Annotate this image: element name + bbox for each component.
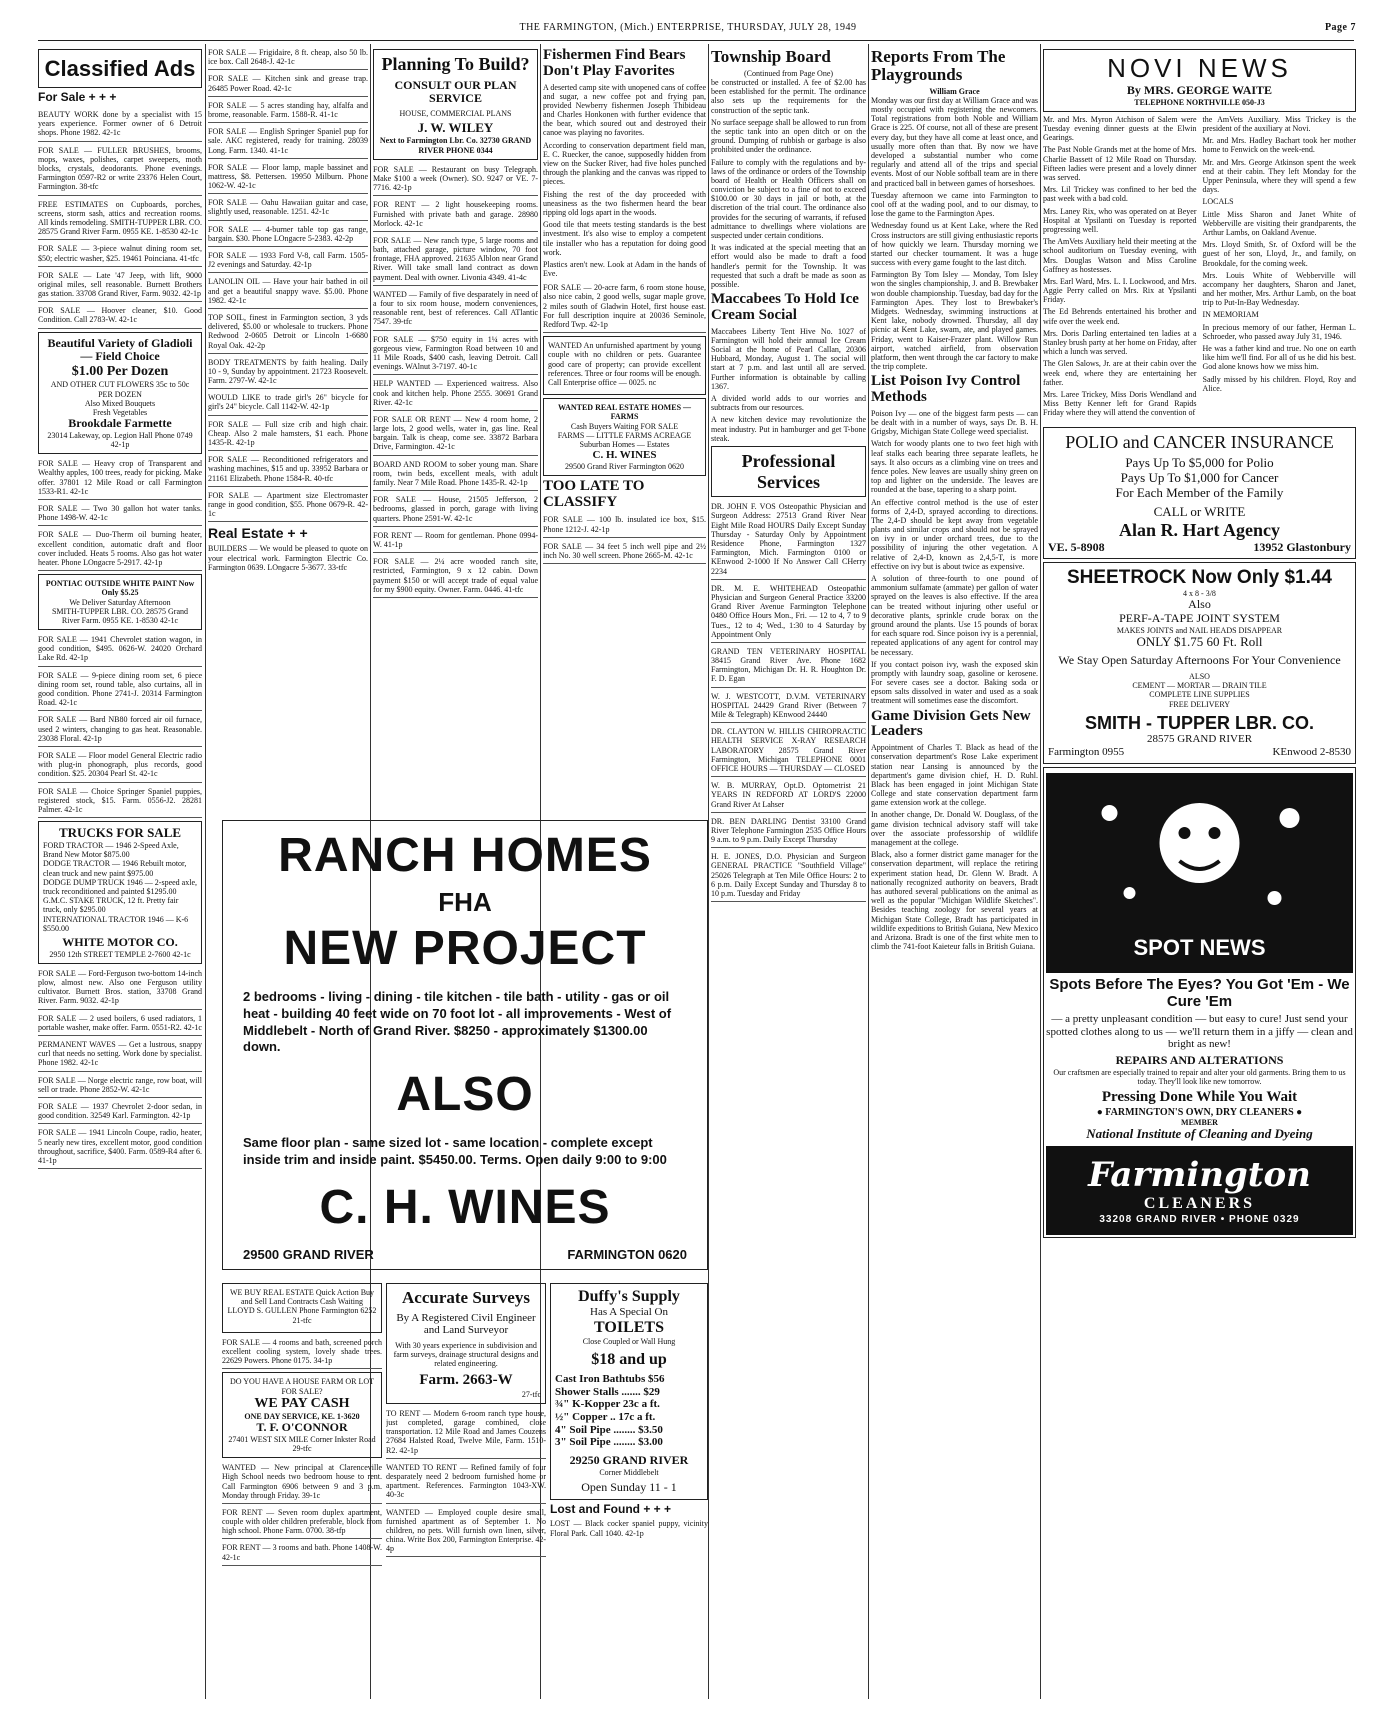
classified-column-3 [373, 46, 538, 816]
classified-ad: FOR RENT — Room for gentleman. Phone 0994-W. 41-1p [373, 529, 538, 553]
ad-list [208, 46, 368, 522]
sheetrock-cement: CEMENT — MORTAR — DRAIN TILE [1132, 681, 1267, 691]
classified-ad: FOR SALE — 9-piece dining room set, 6 piece dining room set, round table, also curtains, all in good condition. Phone 2741-J. 20314 Farmington Road. 42-1c [38, 669, 202, 712]
story-paragraph: A solution of three-fourth to one pound of ammonium sulfamate (ammate) per gallon of water sprayed on the leaves is also effective. If the area can be treated without injuring other useful or decorative plants, sprinkle crude borax on the ground around the plants. Use 15 pounds of borax for each square rod. Since poison ivy is a perennial, repeated applications of any agent for control may be necessary. [871, 574, 1038, 657]
story-paragraph: Failure to comply with the regulations and by-laws of the ordinance or orders of the Township board of Health or Health Officers shall on conviction be subject to a fine of not to exceed $100.00 or 30 days in jail or both, at the discretion of the trial court. The ordinance also provides for the securing of warrants, if refused admittance to dwellings where violations are suspected under certain conditions. [711, 157, 866, 241]
classified-ad: FOR SALE — Bard NB80 forced air oil furnace, used 2 winters, changing to gas heat. Reasonable. 23038 Floral. 42-1p [38, 713, 202, 747]
logo-addr: 33208 GRAND RIVER • PHONE 0329 [1099, 1213, 1300, 1225]
classified-ad: FOR SALE — 4 rooms and bath, screened porch excellent cooling system, lovely shade trees. 22629 Powers. Phone 0175. 34-1p [222, 1336, 382, 1370]
sheetrock-co: SMITH - TUPPER LBR. CO. [1085, 712, 1314, 733]
trucks-list [43, 841, 197, 933]
story-paragraph: Wednesday found us at Kent Lake, where the Red Cross instructors are still giving enthusiastic reports of how quickly we learn. Thursday morning we started our checker tournament. It was a huge success with every game fought to the last ditch. [871, 221, 1038, 268]
wanted-re-addr: 29500 Grand River Farmington 0620 [564, 461, 685, 471]
cleaners-member: MEMBER [1181, 1118, 1218, 1128]
story-paragraph: Farmington By Tom Isley — Monday, Tom Isley won the singles championship, J. and B. Brewbaker won double championship. Tuesday, bad day for the Farmington Apes. They lost to Brewbaker's Midgets. Wednesday, swimming instructions at Kent lake, nobody drowned. Thursday, all day picnic at Kent Lake, swam, ate, and played games. Friday, went to Kaiser-Frazer plant. Willow Run airport, watched airfield, from observation platform, then went through the car factory to make the trip complete. [871, 270, 1038, 372]
planning-ad [373, 49, 538, 160]
paint-title: PONTIAC OUTSIDE WHITE PAINT Now Only $5.25 [45, 579, 195, 598]
oconnor-question: DO YOU HAVE A HOUSE FARM OR LOT FOR SALE? [229, 1377, 375, 1396]
classified-ad: FOR SALE — 20-acre farm, 6 room stone house, also nice cabin, 2 good wells, sugar maple grove, 2 miles south of Gladwin Hotel, first house east. For full description inquire at 20036 Seminole, Redford Twp. 42-1p [543, 281, 706, 333]
classified-ad: PERMANENT WAVES — Get a lustrous, snappy curl that needs no setting. Work done by specialist. Phone 1982. 42-1c [38, 1038, 202, 1072]
story-paragraph: Plastics aren't new. Look at Adam in the hands of Eve. [543, 259, 706, 279]
news-column-4 [543, 46, 706, 816]
ranch-body2: Same floor plan - same sized lot - same location - complete except inside trim and inside paint. $5450.00. Terms. Open daily 9:00 to 9:00 [243, 1134, 667, 1167]
surveys-body: With 30 years experience in subdivision and farm surveys, drainage structural designs and related engineering. [393, 1340, 539, 1369]
cleaners-pressing: Pressing Done While You Wait [1101, 1089, 1298, 1106]
sheetrock-addr: 28575 GRAND RIVER [1146, 733, 1253, 746]
ad-list [543, 281, 706, 333]
sheetrock-also: Also [1188, 597, 1211, 612]
classified-ad: WOULD LIKE to trade girl's 26" bicycle for girl's 24" bicycle. Call 1142-W. 42-1p [208, 391, 368, 415]
classified-ad: FOR SALE — 3-piece walnut dining room set, $50; electric washer, $25. 19461 Poinciana. 41-tfc [38, 242, 202, 266]
novi-item: Mrs. Laney Rix, who was operated on at Beyer Hospital at Ypsilanti on Tuesday is reported progressing well. [1043, 206, 1197, 234]
ad-list [38, 108, 202, 329]
trucks-dealer: WHITE MOTOR CO. [62, 934, 178, 949]
sheetrock-ad [1043, 562, 1356, 763]
trucks-ad [38, 821, 202, 964]
classified-ad: BEAUTY WORK done by a specialist with 15 years experience. Former owner of 6 Detroit shops. Phone 1982. 42-1c [38, 108, 202, 142]
classified-ad: FOR SALE — Reconditioned refrigerators and washing machines, $15 and up. 33952 Barbara or 21161 Elizabeth. Phone 1584-R. 40-tfc [208, 453, 368, 487]
bears-story [543, 83, 706, 279]
classified-ad: FOR SALE — Two 30 gallon hot water tanks. Phone 1498-W. 42-1c [38, 502, 202, 526]
classified-column [38, 46, 202, 1701]
story-paragraph: An effective control method is the use of ester forms of 2,4-D, sprayed according to directions. The 2,4-D should be kept away from vegetable plants and similar crops and should not be sprayed on ivy in or under orchard trees, due to the possibility of injuring the other vegetation. A relative of 2,4-D, known as 2,4,5-T, is more effective on ivy but is about twice as expensive. [871, 497, 1038, 571]
gladioli-mixed: Also Mixed Bouquets [84, 398, 156, 408]
sheetrock-supplies: COMPLETE LINE SUPPLIES [1149, 690, 1250, 700]
planning-plans: HOUSE, COMMERCIAL PLANS [399, 109, 512, 119]
duffy-item: ¾" K-Kopper 23c a ft. [555, 1398, 660, 1411]
wanted-re-head: WANTED REAL ESTATE HOMES — FARMS [557, 403, 692, 422]
duffy-list [555, 1373, 703, 1449]
truck-item: DODGE TRACTOR — 1946 Rebuilt motor, clean truck and new paint $975.00 [43, 859, 187, 878]
ad-list [222, 1461, 382, 1566]
column-rule [708, 44, 709, 1699]
polio-title: POLIO and CANCER INSURANCE [1065, 431, 1334, 452]
classified-ad: FOR SALE — Oahu Hawaiian guitar and case, slightly used, reasonable. 1251. 42-1c [208, 196, 368, 220]
oconnor-ad [222, 1372, 382, 1458]
planning-consult: CONSULT OUR PLAN SERVICE [394, 77, 517, 106]
novi-item: Mr. and Mrs. Hadley Bachart took her mother home to Fenwick on the week-end. [1202, 136, 1356, 155]
cleaners-ad [1043, 767, 1356, 1238]
classified-ad: FOR SALE — Full size crib and high chair. Cheap. Also 2 male hamsters, $1 each. Phone 1435-R. 42-1p [208, 418, 368, 452]
classified-ad: BODY TREATMENTS by faith healing. Daily 10 - 9, Sunday by appointment. 21723 Roosevelt. Farm. 2797-W. 42-1c [208, 356, 368, 390]
ad-list [543, 513, 706, 564]
ranch-footer [243, 1247, 687, 1262]
classified-ad: HELP WANTED — Experienced waitress. Also cook and kitchen help. Phone 2555. 30691 Grand River. 42-1c [373, 377, 538, 411]
lower-column-4 [550, 1280, 708, 1705]
farmington-cleaners-logo [1046, 1146, 1353, 1235]
professional-card: DR. JOHN F. VOS Osteopathic Physician and Surgeon Address: 27513 Grand River Near Eight Mile Road HOURS Daily Except Sunday Thursday - Saturday Only by Appointment Residence Phone, Farmington 1327 Farmington, Mich. Farmington 0100 or KEnwood 2-1000 If No Answer Call CHerry 2234 [711, 500, 866, 580]
classified-ad: FOR SALE — English Springer Spaniel pup for sale. AKC registered, ready for training. 28039 Long. Farm. 1340. 41-1c [208, 125, 368, 159]
ad-list [38, 967, 202, 1169]
novi-item: Mrs. Laree Trickey, Miss Doris Wendland and Miss Betty Kenner left for Grand Rapids Friday where they will attend the convention of [1043, 389, 1197, 418]
spot-news-illustration [1046, 773, 1353, 973]
classified-ad: FOR SALE — House, 21505 Jefferson, 2 bedrooms, glassed in porch, garage with living quarters. Phone 2591-W. 42-1c [373, 493, 538, 527]
classified-ad: FOR SALE — 5 acres standing hay, alfalfa and brome, reasonable. Farm. 1588-R. 41-1c [208, 99, 368, 123]
game-story [871, 743, 1038, 951]
story-paragraph: be constructed or installed. A fee of $2.00 has been established for the permit. The ordinance also sets up the requirements for the construction of the septic tank. [711, 78, 866, 115]
cleaners-head: Spots Before The Eyes? You Got 'Em - We Cure 'Em [1049, 975, 1350, 1010]
classified-ad: TO RENT — Modern 6-room ranch type house, just completed, garage combined, close transportation. 12 Mile Road and James Couzens 27684 Halsted Road, Twelve Mile, Farm. 1510-R2. 42-1p [386, 1407, 546, 1459]
story-paragraph: A deserted camp site with unopened cans of coffee and sugar, a new coffee pot and frying pan, provided Newberry fishermen Joseph Thibideau and Charles Honkonen with further evidence that the bear, which soured out and destroyed their canoe was playing no favorites. [543, 82, 706, 138]
novi-byline: By MRS. GEORGE WAITE [1126, 82, 1273, 97]
novi-item: LOCALS [1202, 197, 1234, 207]
sheetrock-perf: PERF-A-TAPE JOINT SYSTEM [1119, 611, 1280, 626]
cleaners-institute: National Institute of Cleaning and Dyeing [1086, 1126, 1313, 1142]
novi-column [1043, 46, 1356, 1701]
classified-ad: FOR SALE — Floor lamp, maple bassinet and mattress, $8. Pettersen. 19950 Milburn. Phone 1062-W. 42-1c [208, 161, 368, 195]
ranch-body: 2 bedrooms - living - dining - tile kitchen - tile bath - utility - gas or oil heat - building 40 feet wide on 70 foot lot - all improvements - West of Middlebelt - North of Grand River. $8250 - approximately $1300.00 down. [243, 988, 672, 1055]
classified-ad: FOR SALE — 1933 Ford V-8, call Farm. 1505-J2 evenings and Saturday. 42-1p [208, 249, 368, 273]
classified-ad: FOR SALE — Frigidaire, 8 ft. cheap, also 50 lb. ice box. Call 2648-J. 42-1c [208, 46, 368, 70]
classified-ad: FOR SALE — Apartment size Electromaster range in good condition, $55. Phone 0679-R. 42-1c [208, 489, 368, 523]
too-late-head: TOO LATE TO CLASSIFY [543, 477, 645, 510]
wanted-apartment-text: WANTED An unfurnished apartment by young couple with no children or pets. Guarantee good care of property; can provide excellent references. Three or four rooms will be enough. Call Enterprise office — 0025. nc [548, 341, 701, 387]
ranch-line2: FHA [438, 887, 492, 918]
novi-item: In precious memory of our father, Herman L. Schroeder, who passed away July 31, 1946. [1202, 322, 1356, 341]
classified-ad: FOR SALE — 2 used boilers, 6 used radiators, 1 portable washer, make offer. Farm. 0551-R2. 42-1c [38, 1012, 202, 1036]
story-paragraph: Good tile that meets testing standards is the best investment. It's also wise to employ a competent tile installer who has a reputation for doing good work. [543, 220, 706, 257]
wanted-re-line3: Suburban Homes — Estates [579, 439, 670, 449]
ranch-homes-ad [222, 820, 708, 1270]
novi-item: Mrs. Lil Trickey was confined to her bed the past week with a bad cold. [1043, 185, 1197, 204]
classified-ad: WANTED TO RENT — Refined family of four desparately need 2 bedroom furnished home or apartment. References. Farmington 1043-XW. 40-3c [386, 1461, 546, 1504]
paint-ad [38, 574, 202, 630]
gladioli-title: Beautiful Variety of Gladioli — Field Choice [47, 335, 193, 364]
novi-item: Mrs. Doris Darling entertained ten ladies at a Stanley brush party at her home on Friday, after which a lunch was served. [1043, 328, 1197, 357]
ranch-line1: RANCH HOMES [278, 829, 652, 882]
spot-news-label: SPOT NEWS [1133, 935, 1266, 961]
spot-cartoon-icon [1046, 773, 1353, 943]
surveys-tag: 27-tfc [521, 1389, 541, 1399]
planning-name: J. W. WILEY [417, 120, 494, 136]
polio-l4: CALL or WRITE [1153, 504, 1246, 519]
lower-column-2 [222, 1280, 382, 1705]
polio-phone: VE. 5-8908 [1048, 539, 1105, 554]
classified-ad: FOR SALE — Late '47 Jeep, with lift, 9000 original miles, sell reasonable. Burnett Brothers gas station. 33708 Grand River, Farm. 9032. 42-1p [38, 269, 202, 303]
classified-ad: FOR SALE — Restaurant on busy Telegraph. Make $100 a week (Owner). SO. 9247 or VE. 7-7716. 42-1p [373, 163, 538, 197]
cleaners-craft: Our craftsmen are especially trained to repair and alter your old garments. Bring them to us today. They'll look like new tomorrow. [1053, 1067, 1346, 1087]
ad-list [38, 633, 202, 818]
duffy-special: Has A Special On [590, 1306, 668, 1319]
wanted-re-name: C. H. WINES [592, 449, 657, 462]
classified-ad: WANTED — Family of five desparately in need of a four to six room house, modern conveniences, reasonable rent, best of references. Call ATlantic 7547. 39-tfc [373, 288, 538, 331]
polio-l1: Pays Up To $5,000 for Polio [1125, 455, 1274, 471]
story-paragraph: Tuesday afternoon we came into Farmington to cool off at the wading pool, and to our dismay, to lose the game to the Farmington Apes. [871, 190, 1038, 219]
maccabees-headline: Maccabees To Hold Ice Cream Social [711, 291, 859, 323]
sheetrock-open: We Stay Open Saturday Afternoons For Your Convenience [1058, 653, 1341, 668]
classified-ad: FOR SALE — Floor model General Electric radio with plug-in phonograph, plus records, good condition. $25. 20304 Pearl St. 42-1c [38, 749, 202, 783]
classified-ad: FOR SALE — New ranch type, 5 large rooms and bath, attached garage, picture window, 70 foot frontage, FHA approved. 21635 Alblon near Grand River. Will take small land contract as down payment. Deal with owner. Livonia 4349. 41-4c [373, 234, 538, 286]
duffy-open: Open Sunday 11 - 1 [581, 1479, 677, 1494]
page-number: Page 7 [1324, 22, 1356, 33]
professional-card: H. E. JONES, D.O. Physician and Surgeon GENERAL PRACTICE "Southfield Village" 25026 Telegraph at Ten Mile Office Hours: 2 to 6 p.m. Daily Except Sunday and Thursday 8 to 10 p.m. Tuesday and Friday [711, 850, 866, 902]
classified-ad: FOR SALE — 1941 Lincoln Coupe, radio, heater, 5 nearly new tires, excellent motor, good condition throughout, sacrifice, $400. Farm. 0589-R4 after 6. 41-1p [38, 1126, 202, 1169]
township-headline: Township Board [711, 47, 831, 66]
classified-ad: WANTED — Employed couple desire small, furnished apartment as of September 1. No children, no pets. Will furnish own linen, silver, china. Write Box 200, Farmington Enterprise. 42-4p [386, 1506, 546, 1558]
novi-item: Mr. and Mrs. Myron Atchison of Salem were Tuesday evening dinner guests at the Elwin Gearings. [1043, 114, 1197, 143]
duffy-addr: 29250 GRAND RIVER [569, 1452, 689, 1467]
classified-ad: FOR SALE OR RENT — New 4 room home, 2 large lots, 2 good wells, water in, gas line. Real bargain. Talk is cheap, come see. 33872 Barbara Drive, Farmington. 42-1c [373, 413, 538, 456]
duffy-title: Duffy's Supply [578, 1288, 680, 1305]
professional-card: DR. BEN DARLING Dentist 33100 Grand River Telephone Farmington 2535 Office Hours 9 a.m. to 9 p.m. Daily Except Thursday [711, 815, 866, 849]
duffy-item: 4" Soil Pipe ........ $3.50 [555, 1423, 663, 1436]
professional-card: DR. M. E. WHITEHEAD Osteopathic Physician and Surgeon General Practice 33200 Grand River Avenue Farmington Telephone 0480 Office Hours Mon., Fri. — 12 to 4, 7 to 9 Tues., 12 to 4; Wed., 1:30 to 4 Saturday by Appointment Only [711, 582, 866, 643]
cleaners-repairs: REPAIRS AND ALTERATIONS [1115, 1053, 1284, 1068]
duffy-item: ½" Copper .. 17c a ft. [555, 1410, 656, 1423]
builders-ad: BUILDERS — We would be pleased to quote on your electrical work. Farmington Electric Co. Farmington 0639. LOngacre 5-3677. 33-tfc [208, 544, 368, 572]
oconnor-name: T. F. O'CONNOR [256, 1419, 348, 1434]
sheetrock-size: 4 x 8 - 3/8 [1183, 589, 1216, 599]
ad-list [386, 1407, 546, 1558]
professional-card: W. J. WESTCOTT, D.V.M. VETERINARY HOSPITAL 24429 Grand River (Between 7 Mile & Telegraph) KEnwood 24440 [711, 690, 866, 724]
classified-ad: FOR SALE — 100 lb. insulated ice box, $15. Phone 1212-J. 42-1p [543, 513, 706, 537]
playgrounds-byline: William Grace [929, 86, 980, 96]
sheetrock-makes: MAKES JOINTS and NAIL HEADS DISAPPEAR [1116, 626, 1283, 636]
story-paragraph: Fishing the rest of the day proceeded with uneasiness as the two fishermen heard the bear ripping old logs apart in the woods. [543, 189, 706, 217]
ranch-phone: FARMINGTON 0620 [567, 1246, 687, 1262]
sheetrock-ke: KEnwood 2-8530 [1272, 746, 1351, 759]
surveys-by: By A Registered Civil Engineer and Land Surveyor [396, 1311, 536, 1337]
game-headline: Game Division Gets New Leaders [871, 707, 1031, 740]
masthead-line: THE FARMINGTON, (Mich.) ENTERPRISE, THURSDAY, JULY 28, 1949 [519, 22, 857, 33]
filler-world: A divided world adds to our worries and subtracts from our resources. [711, 393, 866, 413]
professional-card: W. B. MURRAY, Opt.D. Optometrist 21 YEARS IN REDFORD AT LORD'S 22000 Grand River At Lahser [711, 779, 866, 813]
ranch-line3: NEW PROJECT [283, 922, 647, 976]
ranch-also: ALSO [396, 1068, 534, 1122]
maccabees-story: Maccabees Liberty Tent Hive No. 1027 of Farmington will hold their annual Ice Cream Social at the home of Pearl Callan, 20306 Hubbard, Monday, August 1. The social will start at 7 p.m. and last until all are served. Further information is obtainable by calling 1367. [711, 326, 866, 391]
township-cont: (Continued from Page One) [743, 68, 834, 78]
wanted-real-estate-ad [543, 398, 706, 476]
story-paragraph: Monday was our first day at William Grace and was mostly occupied with registering the newcomers. Total registrations from both Noble and William Grace is 225. Of course, not all of these are present every day, but they have all come at least once, and usually more often than that. By now we have developed a substantial number who come regularly and attend all of the trips and special events. Most of our Noble softball team are in there and practiced ball in between games of horseshoes. [871, 95, 1038, 188]
column-rule [868, 44, 869, 1699]
polio-ad [1043, 427, 1356, 560]
column-rule [1040, 44, 1041, 1699]
novi-item: Mrs. Louis White of Webberville will accompany her daughters, Sharon and Janet, and her mother, Mrs. Arthur Lamb, on the boat trip to Put-In-Bay Wednesday. [1202, 270, 1356, 308]
classified-ad: LANOLIN OIL — Have your hair bathed in oil and get a beautiful snappy wave. $5.00. Phone 1982. 42-1c [208, 275, 368, 309]
professional-head: Professional Services [711, 446, 866, 497]
filler-kitchen: A new kitchen device may revolutionize the meat industry. Put in hamburger and get T-bone steak. [711, 415, 866, 443]
we-buy-ad [222, 1283, 382, 1333]
wanted-apartment-ad [543, 336, 706, 395]
masthead [20, 22, 1356, 40]
classified-ad: FOR RENT — Seven room duplex apartment, couple with older children preferable, block from high school. Phone Farm. 0700. 38-tfp [222, 1506, 382, 1540]
novi-header [1043, 49, 1356, 112]
surveys-phone: Farm. 2663-W [419, 1372, 513, 1389]
classified-ad: BOARD AND ROOM to sober young man. Share room, twin beds, excellent meals, with adult family. Near 7 Mile Road. Phone 1435-R. 42-1p [373, 458, 538, 492]
lost-found-head: Lost and Found + + + [550, 1501, 672, 1516]
professional-cards [711, 500, 866, 902]
novi-item: He was a father kind and true. No one on earth like him we'll find. For all of us he did his best. God alone knows how we miss him. [1202, 344, 1356, 372]
novi-phone: TELEPHONE NORTHVILLE 050-J3 [1134, 97, 1265, 107]
truck-item: INTERNATIONAL TRACTOR 1946 — K-6 $550.00 [43, 914, 189, 933]
novi-body [1043, 115, 1356, 421]
novi-item: The Glen Salows, Jr. are at their cabin over the week end, where they are entertaining her father. [1043, 359, 1197, 387]
novi-item: Mr. and Mrs. George Atkinson spent the week end at their cabin. They left Monday for the Upper Peninsula, where they will spend a few days. [1202, 157, 1356, 195]
paint-line: We Deliver Saturday Afternoon [69, 597, 171, 607]
classified-ad: FOR SALE — Kitchen sink and grease trap. 26485 Power Road. 42-1c [208, 72, 368, 96]
wanted-re-line1: Cash Buyers Waiting FOR SALE [570, 421, 679, 431]
surveys-ad [386, 1283, 546, 1404]
logo-script: Farmington [1088, 1155, 1311, 1196]
story-paragraph: Poison Ivy — one of the biggest farm pests — can be dealt with in a number of ways, says Dr. B. H. Grigsby, Michigan State College weed specialist. [871, 408, 1038, 437]
story-paragraph: It was indicated at the special meeting that an effort would also be made to draft a food handler's permit for the Township. It was requested that such a draft be made as soon as possible. [711, 243, 866, 289]
classified-ad: FOR SALE — Ford-Ferguson two-bottom 14-inch plow, almost new. Also one Ferguson utility cultivator. Burnett Bros. station, 33708 Grand River. Farm. 9032. 42-1p [38, 967, 202, 1010]
novi-item: The AmVets Auxiliary held their meeting at the school auditorium on Tuesday evening, with Mrs. Douglas Watson and Miss Caroline Gaffney as hostesses. [1043, 237, 1197, 274]
ad-list [222, 1336, 382, 1370]
ad-list [373, 163, 538, 598]
bears-headline: Fishermen Find Bears Don't Play Favorites [543, 47, 686, 79]
truck-item: FORD TRACTOR — 1946 2-Speed Axle, Brand New Motor $875.00 [43, 841, 179, 860]
township-story [711, 78, 866, 289]
oconnor-addr: 27401 WEST SIX MILE Corner Inkster Road 29-tfc [228, 1434, 376, 1453]
playgrounds-column [871, 46, 1038, 1701]
real-estate-head: Real Estate + + [208, 525, 308, 542]
lower-column-3 [386, 1280, 546, 1705]
sheetrock-footer [1048, 746, 1351, 759]
sheetrock-price: ONLY $1.75 60 Ft. Roll [1136, 634, 1263, 650]
lost-ad: LOST — Black cocker spaniel puppy, vicinity Floral Park. Call 1040. 42-1p [550, 1519, 708, 1538]
novi-item: Sadly missed by his children. Floyd, Roy and Alice. [1202, 374, 1356, 393]
story-paragraph: If you contact poison ivy, wash the exposed skin promptly with laundry soap, gasoline or kerosene. For severe cases see a doctor. Baking soda or epsom salts dissolved in water and used as a soak treatment will sometimes ease the discomfort. [871, 659, 1038, 706]
classified-ad: FOR SALE — 34 feet 5 inch well pipe and 2½ inch No. 30 well screen. Phone 2665-M. 42-1c [543, 540, 706, 564]
duffy-corner: Corner Middlebelt [599, 1467, 659, 1477]
ranch-name: C. H. WINES [319, 1180, 611, 1234]
classified-ad: FOR SALE — FULLER BRUSHES, brooms, mops, waxes, polishes, carpet sweepers, moth blocks, crystals, deodorants. Phone evenings. Farmington 0597-R2 or write 23376 Helen Court, Farmington. 38-tfc [38, 144, 202, 196]
classified-ad: FOR SALE — 1941 Chevrolet station wagon, in good condition, $495. 0626-W. 24020 Orchard Lake Rd. 42-1p [38, 633, 202, 667]
novi-item: Little Miss Sharon and Janet White of Webberville are visiting their grandparents, the Arthur Lambs, on Oakland Avenue. [1202, 209, 1356, 237]
oconnor-service: ONE DAY SERVICE, KE. 1-3620 [244, 1411, 360, 1421]
story-paragraph: Black, also a former district game manager for the conservation department, will replace the retiring experiment station head, Dr. Glenn W. Bradt. A nationally recognized authority on beavers, Bradt has authored several publications on the animal as well as the popular "Michigan Wildlife Sketches". Besides teaching zoology for several years at Michigan State College, Bradt has participated in wildlife expeditions to British Guiana, New Mexico and Arizona. Bradt is one of the first white men to climb the 741-foot Kaieteur falls in British Guiana. [871, 850, 1038, 952]
professional-card: GRAND TEN VETERINARY HOSPITAL 38415 Grand River Ave. Phone 1682 Farmington, Michigan Dr. H. R. Houghton Dr. F. D. Egan [711, 645, 866, 688]
truck-item: DODGE DUMP TRUCK 1946 — 2-speed axle, truck reconditioned and painted $1295.00 [43, 877, 197, 896]
duffy-item: Shower Stalls ....... $29 [555, 1385, 660, 1398]
for-sale-head: For Sale + + + [38, 90, 117, 105]
duffy-item: Cast Iron Bathtubs $56 [555, 1373, 665, 1385]
classified-ad: FOR SALE — Norge electric range, row boat, will sell or trade. Phone 2852-W. 42-1c [38, 1074, 202, 1098]
novi-title: NOVI NEWS [1107, 53, 1292, 83]
playgrounds-story [871, 96, 1038, 371]
sheetrock-also2: ALSO [1189, 671, 1210, 681]
duffy-item: TOILETS [594, 1319, 664, 1337]
novi-item: the AmVets Auxiliary. Miss Trickey is the president of the auxiliary at Novi. [1202, 114, 1356, 134]
classified-ad: FOR SALE — Hoover cleaner, $10. Good Condition. Call 2783-W. 42-1c [38, 304, 202, 328]
surveys-title: Accurate Surveys [402, 1288, 530, 1307]
gladioli-farm: Brookdale Farmette [68, 416, 172, 431]
trucks-addr: 2950 12th STREET TEMPLE 2-7600 42-1c [49, 949, 191, 959]
polio-agency: Alan R. Hart Agency [1119, 519, 1280, 540]
duffy-desc: Close Coupled or Wall Hung [582, 1337, 676, 1347]
gladioli-veg: Fresh Vegetables [92, 407, 148, 417]
classified-ad: FOR RENT — 3 rooms and bath. Phone 1408-W. 42-1c [222, 1541, 382, 1565]
novi-left [1043, 115, 1197, 421]
novi-item: Mrs. Earl Ward, Mrs. L. I. Lockwood, and Mrs. Aggie Perry called on Mrs. Rix at Ypsilanti Friday. [1043, 276, 1197, 305]
duffy-ad [550, 1283, 708, 1500]
wanted-re-line2: FARMS — LITTLE FARMS ACREAGE [557, 430, 692, 440]
cleaners-own: ● FARMINGTON'S OWN, DRY CLEANERS ● [1096, 1106, 1303, 1118]
sheetrock-farm: Farmington 0955 [1048, 746, 1125, 759]
township-column [711, 46, 866, 1701]
story-paragraph: In another change, Dr. Donald W. Douglass, of the game division technical advisory staff will take over the associate professorship of wildlife management at the college. [871, 810, 1038, 847]
paint-co: SMITH-TUPPER LBR. CO. 28575 Grand River Farm. 0955 KE. 1-8530 42-1c [51, 606, 188, 625]
planning-title: Planning To Build? [381, 54, 530, 74]
classified-title: Classified Ads [44, 56, 196, 81]
classified-header [38, 49, 202, 88]
novi-item: The Past Noble Grands met at the home of Mrs. Charlie Bassett of 12 Mile Road on Thursday. Fifteen ladies were present and a lovely dinner was served. [1043, 145, 1197, 182]
sheetrock-title: SHEETROCK Now Only $1.44 [1066, 567, 1332, 589]
story-paragraph: According to conservation department field man, E. C. Ruecker, the canoe, supposedly hidden from view on the Sucker River, had five holes punched through the planking and the canvas was ripped to pieces. [543, 140, 706, 187]
planning-addr: Next to Farmington Lbr. Co. 32730 GRAND RIVER PHONE 0344 [379, 136, 532, 155]
column-rule [205, 44, 206, 1699]
sheetrock-free: FREE DELIVERY [1168, 699, 1231, 709]
ivy-headline: List Poison Ivy Control Methods [871, 373, 1021, 406]
polio-l3: For Each Member of the Family [1115, 485, 1284, 501]
classified-ad: FOR SALE — $750 equity in 1¼ acres with gorgeous view, Farmington Road between 10 and 11 Mile Roads, $400 cash, leaving Detroit. Call evenings. WAlnut 3-7197. 40-1c [373, 333, 538, 376]
ranch-addr: 29500 GRAND RIVER [243, 1246, 374, 1262]
duffy-price: $18 and up [591, 1350, 667, 1368]
classified-ad: FOR SALE — Heavy crop of Transparent and Wealthy apples, 100 trees, ready for picking. Make offer. 37801 12 Mile Road or call Farmington 1533-R1. 42-1c [38, 457, 202, 500]
gladioli-other: AND OTHER CUT FLOWERS 35c to 50c PER DOZEN [50, 380, 190, 399]
classified-ad: TOP SOIL, finest in Farmington section, 3 yds delivered, $5.00 or wholesale to truckers. Phone Redwood 2-0605 Detroit or Lincoln 1-6680 Royal Oak. 42-2p [208, 311, 368, 354]
we-buy-text: WE BUY REAL ESTATE Quick Action Buy and Sell Land Contracts Cash Waiting LLOYD S. GULLEN Phone Farmington 6252 21-tfc [227, 1288, 377, 1325]
story-paragraph: No surface seepage shall be allowed to run from the septic tank into an open ditch or on the ground. Dumping of rubbish or garbage is also prohibited under the ordinance. [711, 117, 866, 155]
logo-cleaners: CLEANERS [1143, 1195, 1256, 1213]
gladioli-ad [38, 332, 202, 455]
classified-ad: FOR SALE — 4-burner table top gas range, bargain. $30. Phone LOngacre 5-2383. 42-2p [208, 223, 368, 247]
classified-ad: FOR SALE — 1937 Chevrolet 2-door sedan, in good condition. 32549 Karl. Farmington. 42-1p [38, 1100, 202, 1124]
polio-addr: 13952 Glastonbury [1253, 539, 1351, 554]
ivy-story [871, 409, 1038, 706]
classified-ad: FOR RENT — 2 light housekeeping rooms. Furnished with private bath and garage. 28980 Morlock. 42-1c [373, 198, 538, 232]
truck-item: G.M.C. STAKE TRUCK, 12 ft. Pretty fair truck, only $295.00 [43, 896, 179, 915]
novi-item: IN MEMORIAM [1202, 310, 1259, 320]
classified-column-2 [208, 46, 368, 816]
classified-ad: FOR SALE — Duo-Therm oil burning heater, excellent condition, automatic draft and floor cover included. Heats 5 rooms. Also gas hot water heater. Phone LOngacre 5-2917. 42-1p [38, 528, 202, 571]
gladioli-addr: 23014 Lakeway, op. Legion Hall Phone 0749 42-1p [47, 430, 193, 450]
ad-list [38, 457, 202, 571]
playgrounds-headline: Reports From The Playgrounds [871, 47, 1006, 84]
novi-right [1203, 115, 1357, 421]
masthead-rule [38, 40, 1354, 41]
gladioli-price: $1.00 Per Dozen [71, 364, 169, 380]
cleaners-body: — a pretty unpleasant condition — but easy to cure! Just send your spotted clothes along to us — we'll return them in a jiffy — clean and bright as new! [1046, 1013, 1353, 1051]
duffy-item: 3" Soil Pipe ........ $3.00 [555, 1436, 663, 1449]
novi-item: Mrs. Lloyd Smith, Sr. of Oxford will be the guest of her son, Lloyd, Jr., and family, on Brookdale, for the coming week. [1202, 240, 1356, 268]
polio-footer [1048, 541, 1351, 555]
classified-ad: FOR SALE — 2¼ acre wooded ranch site, restricted, Farmington, 9 x 12 cabin. Down payment $150 or will accept trade of equal value for my $900 equity. Owner. Farm. 0446. 41-tfc [373, 555, 538, 598]
oconnor-cash: WE PAY CASH [254, 1395, 350, 1411]
story-paragraph: Appointment of Charles T. Black as head of the conservation department's Rose Lake experiment station near Lansing is announced by the department's game division chief, H. D. Ruhl. Black has been engaged in joint Michigan State College and state conservation department farm game extension work at the college. [871, 743, 1038, 808]
novi-item: The Ed Behrends entertained his brother and wife over the week end. [1043, 307, 1197, 326]
polio-l2: Pays Up To $1,000 for Cancer [1120, 470, 1279, 486]
story-paragraph: Watch for woody plants one to two feet high with leaf stalks each bearing three separate leaflets, he says. It also occurs as a climbing vine on trees and fence poles. New leaves are usually shiny green on top and lighter on the underside. The leaves are rounded at the base, tapering to a sharp point. [871, 439, 1038, 495]
classified-ad: FREE ESTIMATES on Cupboards, porches, screens, storm sash, attics and recreation rooms. All kinds remodeling. SMITH-TUPPER LBR. CO. 28575 Grand River Farm. 0955 KE. 1-8530 42-1c [38, 198, 202, 241]
trucks-title: TRUCKS FOR SALE [58, 825, 182, 841]
classified-ad: FOR SALE — Choice Springer Spaniel puppies, registered stock, $15. Farm. 0556-J2. 28281 Palmer. 42-1c [38, 785, 202, 819]
professional-card: DR. CLAYTON W. HILLIS CHIROPRACTIC HEALTH SERVICE X-RAY RESEARCH LABORATORY 28575 Grand River Farmington, Michigan TELEPHONE 0001 OFFICE HOURS — THURSDAY — CLOSED [711, 725, 866, 777]
classified-ad: WANTED — New principal at Clarenceville High School needs two bedroom house to rent. Call Farmington 6906 between 9 and 3 p.m. Monday through Friday. 39-1c [222, 1461, 382, 1504]
